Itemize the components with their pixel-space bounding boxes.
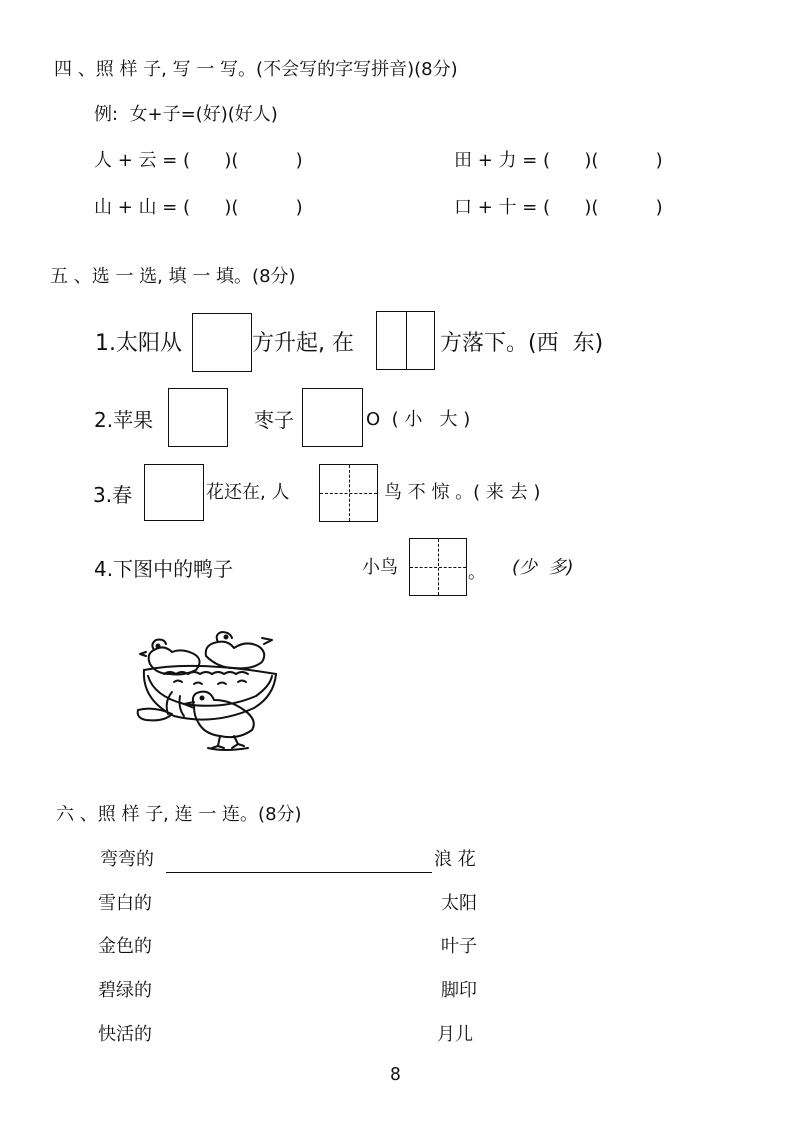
section4-title: 四 、照 样 子, 写 一 写。(不会写的字写拼音)(8分) [54, 59, 458, 80]
q1-part-c: 方落下。(西 东) [440, 331, 604, 356]
grid-dashed-horizontal [410, 567, 466, 568]
q3-answer-grid[interactable] [319, 464, 378, 522]
q4-part-c: 。 [468, 562, 486, 583]
q2-answer-box-2[interactable] [302, 388, 363, 447]
q2-part-b: 枣子 [254, 408, 294, 432]
q4-answer-grid[interactable] [409, 538, 467, 596]
q1-part-b: 方升起, 在 [252, 331, 354, 356]
section4-example: 例: 女+子=(好)(好人) [94, 104, 278, 125]
q4-part-a: 4.下图中的鸭子 [94, 557, 234, 581]
section4-row2-left: 山 + 山 = ( )( ) [94, 197, 303, 218]
page-number: 8 [390, 1064, 401, 1085]
left-word-1: 弯弯的 [100, 849, 154, 870]
ducks-illustration [134, 630, 286, 754]
right-word-5: 月儿 [437, 1024, 473, 1045]
right-word-1: 浪 花 [434, 849, 476, 870]
section4-row1-left: 人 + 云 = ( )( ) [94, 150, 303, 171]
q2-part-a: 2.苹果 [94, 408, 154, 432]
q1-part-a: 1.太阳从 [95, 331, 182, 356]
q3-part-b: 花还在, 人 [206, 482, 290, 503]
q4-part-b: 小鸟 [362, 557, 398, 578]
right-word-4: 脚印 [441, 980, 477, 1001]
example-connection-line [166, 872, 432, 873]
q3-part-a: 3.春 [93, 483, 133, 507]
left-word-3: 金色的 [98, 936, 152, 957]
q4-part-d: (少 多) [512, 557, 574, 578]
left-word-2: 雪白的 [98, 893, 152, 914]
section5-title: 五 、选 一 选, 填 一 填。(8分) [50, 266, 296, 287]
right-word-2: 太阳 [441, 893, 477, 914]
left-word-4: 碧绿的 [98, 980, 152, 1001]
section4-row1-right: 田 + 力 = ( )( ) [454, 150, 663, 171]
box-divider [406, 312, 407, 369]
q3-answer-box-1[interactable] [144, 464, 204, 521]
right-word-3: 叶子 [441, 936, 477, 957]
grid-dashed-horizontal [320, 493, 377, 494]
left-word-5: 快活的 [98, 1024, 152, 1045]
q1-answer-box-1[interactable] [192, 313, 252, 372]
q3-part-c: 鸟 不 惊 。( 来 去 ) [384, 482, 541, 503]
section4-row2-right: 口 + 十 = ( )( ) [454, 197, 663, 218]
q2-answer-box-1[interactable] [168, 388, 228, 447]
q1-answer-box-2[interactable] [376, 311, 435, 370]
q2-part-c: O ( 小 大 ) [366, 409, 471, 430]
section6-title: 六 、照 样 子, 连 一 连。(8分) [56, 804, 302, 825]
